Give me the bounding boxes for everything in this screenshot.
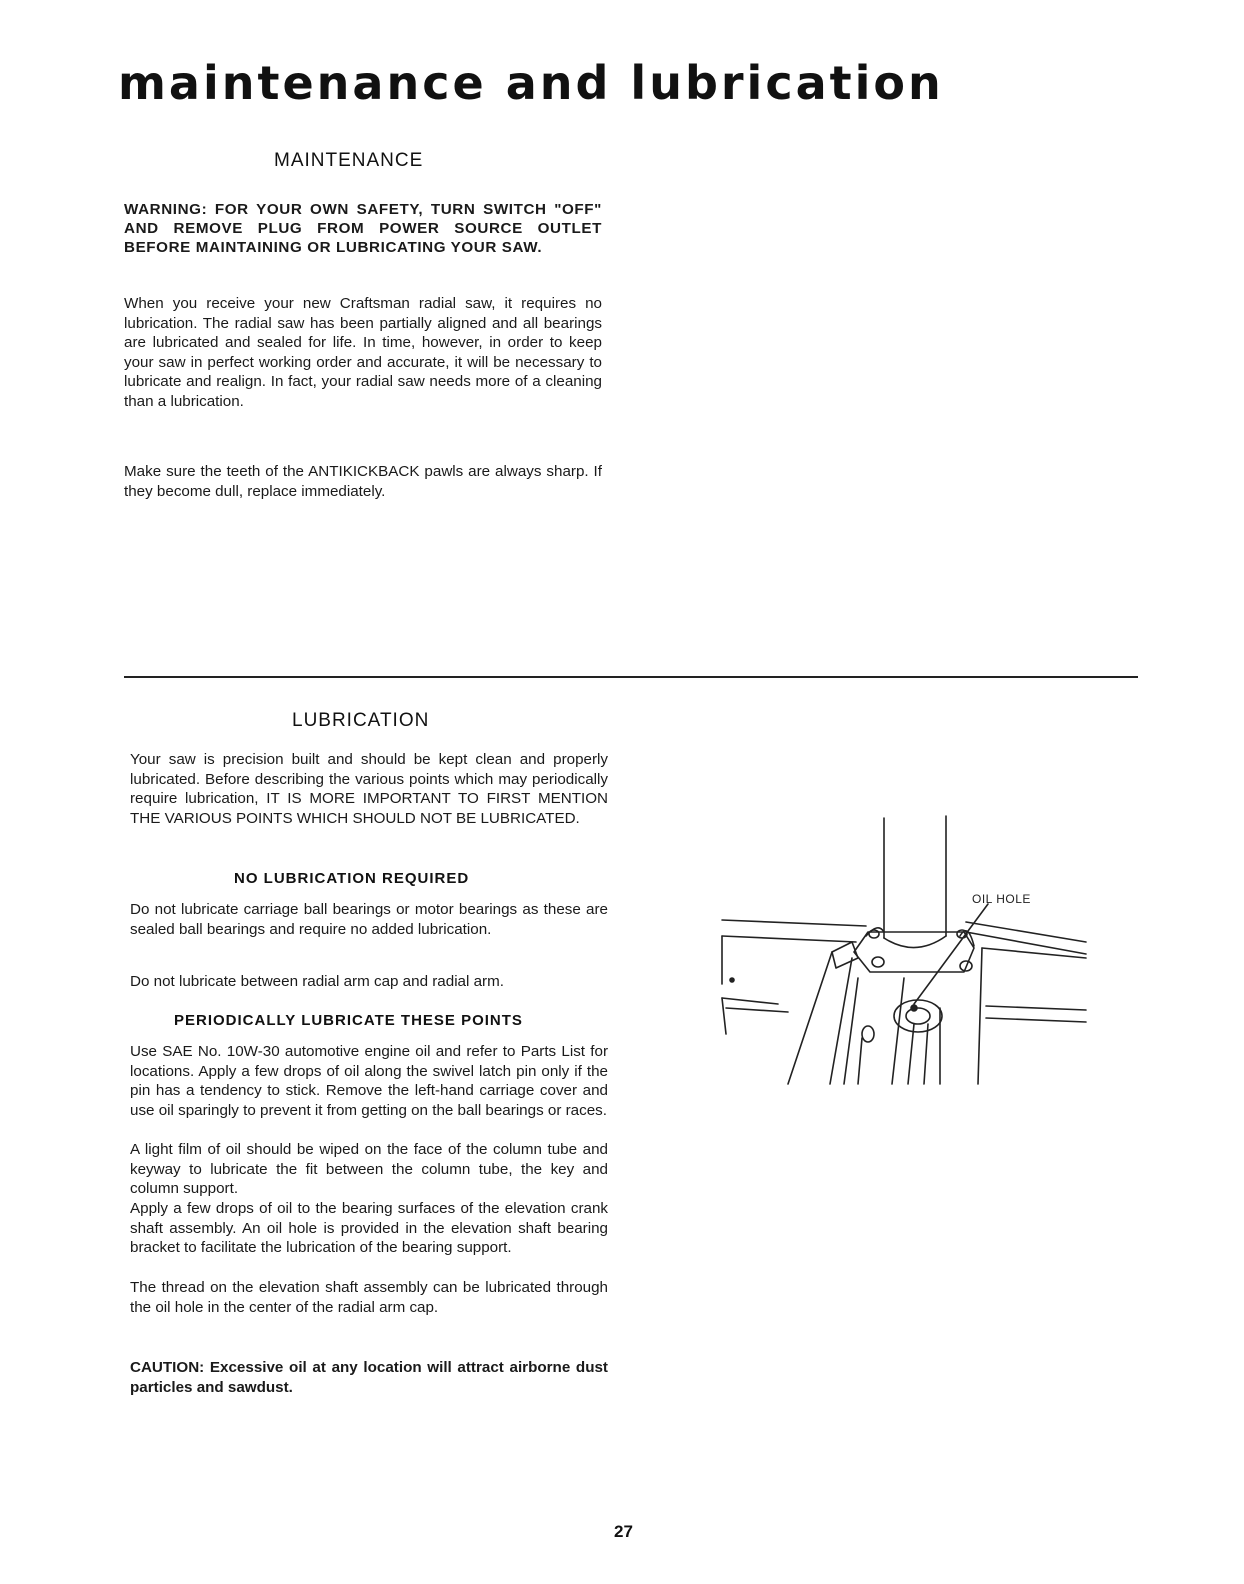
maintenance-paragraph-2: Make sure the teeth of the ANTIKICKBACK pawls are always sharp. If they become dull, replace immediately. [124, 463, 602, 500]
page-number: 27 [614, 1522, 633, 1541]
oil-hole-marker [911, 1005, 917, 1011]
periodic-paragraph-2: A light film of oil should be wiped on the face of the column tube and keyway to lubricate the fit between the column tube, the key and column support. [130, 1141, 608, 1198]
column-tube-base-curve [884, 936, 946, 948]
no-lubrication-paragraph-1: Do not lubricate carriage ball bearings or motor bearings as these are sealed ball bearings and require no added lubrication. [130, 901, 608, 938]
oil-hole-diagram [718, 808, 1098, 1098]
caution-note: CAUTION: Excessive oil at any location will attract airborne dust particles and sawdust. [130, 1359, 608, 1396]
periodic-paragraph-3: Apply a few drops of oil to the bearing surfaces of the elevation crank shaft assembly. An oil hole is provided in the elevation shaft bearing bracket to facilitate the lubrication of the bearing support. [130, 1200, 608, 1257]
no-lubrication-paragraph-2: Do not lubricate between radial arm cap and radial arm. [130, 973, 504, 990]
maintenance-heading: MAINTENANCE [274, 150, 424, 171]
no-lubrication-heading: NO LUBRICATION REQUIRED [234, 870, 470, 887]
periodic-paragraph-4: The thread on the elevation shaft assembly can be lubricated through the oil hole in the center of the radial arm cap. [130, 1279, 608, 1316]
periodic-lubrication-heading: PERIODICALLY LUBRICATE THESE POINTS [174, 1012, 523, 1029]
page-title: maintenance and lubrication [118, 56, 944, 110]
lubrication-intro: Your saw is precision built and should be kept clean and properly lubricated. Before describing the various points which may periodically require lubrication, IT IS MORE IMPORTANT TO FIRST MENTION THE VARIOUS POINTS WHICH SHOULD NOT BE LUBRICATED. [130, 751, 608, 827]
oil-hole-label: OIL HOLE [972, 892, 1031, 906]
maintenance-paragraph-1: When you receive your new Craftsman radial saw, it requires no lubrication. The radial saw has been partially aligned and all bearings are lubricated and sealed for life. In time, however, in order to keep your saw in perfect working order and accurate, it will be necessary to lubricate and realign. In fact, your radial saw needs more of a cleaning than a lubrication. [124, 295, 602, 410]
maintenance-warning: WARNING: FOR YOUR OWN SAFETY, TURN SWITCH "OFF" AND REMOVE PLUG FROM POWER SOURCE OUTLET BEFORE MAINTAINING OR LUBRICATING YOUR SAW. [124, 201, 602, 256]
periodic-paragraph-1: Use SAE No. 10W-30 automotive engine oil and refer to Parts List for locations. Apply a few drops of oil along the swivel latch pin only if the pin has a tendency to stick. Remove the left-hand carriage cover and use oil sparingly to prevent it from getting on the ball bearings or races. [130, 1043, 608, 1119]
lubrication-heading: LUBRICATION [292, 710, 430, 731]
oil-hole-leader-line [914, 904, 988, 1004]
section-divider [124, 676, 1138, 678]
